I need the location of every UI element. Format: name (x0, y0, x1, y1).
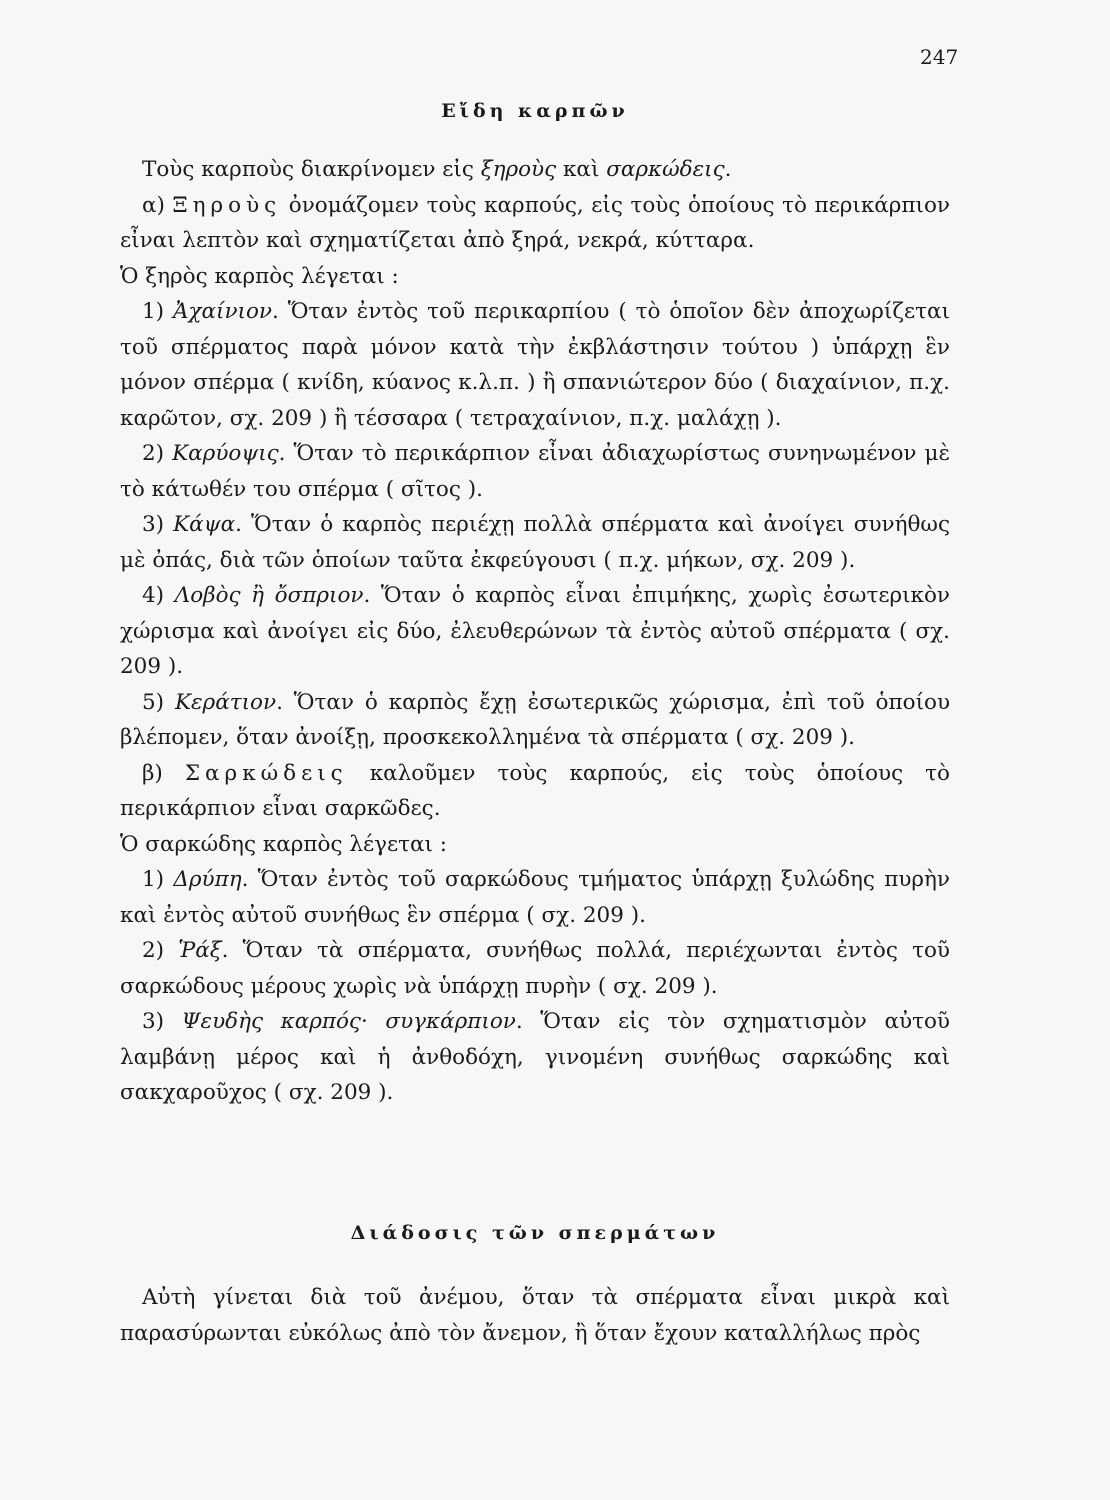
section-body-seed-dispersal (120, 1280, 950, 1351)
dry-fruit-definition: α) Ξηροὺς ὀνομάζομεν τοὺς καρπούς, εἰς τοὺς ὁποίους τὸ περικάρπιον εἶναι λεπτὸν καὶ σχηματίζεται ἀπὸ ξηρά, νεκρά, κύτταρα. (120, 192, 950, 253)
page-number: 247 (920, 45, 959, 69)
dispersal-paragraph: Αὐτὴ γίνεται διὰ τοῦ ἀνέμου, ὅταν τὰ σπέρματα εἶναι μικρὰ καὶ παρασύρωνται εὐκόλως ἀπὸ τὸν ἄνεμον, ἢ ὅταν ἔχουν καταλλήλως πρὸς (120, 1285, 950, 1346)
fleshy-item-3: 3) Ψευδὴς καρπός· συγκάρπιον. Ὅταν εἰς τὸν σχηματισμὸν αὐτοῦ λαμβάνῃ μέρος καὶ ἡ ἀνθοδόχη, γινομένη συνήθως σαρκώδης καὶ σακχαροῦχος ( σχ. 209 ). (120, 1009, 950, 1105)
fleshy-item-1: 1) Δρύπη. Ὅταν ἐντὸς τοῦ σαρκώδους τμήματος ὑπάρχῃ ξυλώδης πυρὴν καὶ ἐντὸς αὐτοῦ συνήθως ἓν σπέρμα ( σχ. 209 ). (120, 867, 950, 928)
intro-paragraph: Τοὺς καρποὺς διακρίνομεν εἰς ξηροὺς καὶ σαρκώδεις. (142, 157, 732, 182)
dry-item-4: 4) Λοβὸς ἢ ὄσπριον. Ὅταν ὁ καρπὸς εἶναι ἐπιμήκης, χωρὶς ἐσωτερικὸν χώρισμα καὶ ἀνοίγει εἰς δύο, ἐλευθερώνων τὰ ἐντὸς αὐτοῦ σπέρματα ( σχ. 209 ). (120, 583, 951, 679)
dry-item-1: 1) Ἀχαίνιον. Ὅταν ἐντὸς τοῦ περικαρπίου ( τὸ ὁποῖον δὲν ἀποχωρίζεται τοῦ σπέρματος παρὰ μόνον κατὰ τὴν ἐκβλάστησιν τούτου ) ὑπάρχῃ ἓν μόνον σπέρμα ( κνίδη, κύανος κ.λ.π. ) ἢ σπανιώτερον δύο ( διαχαίνιον, π.χ. καρῶτον, σχ. 209 ) ἢ τέσσαρα ( τετραχαίνιον, π.χ. μαλάχῃ ). (120, 299, 950, 431)
section-body-fruit-types (120, 152, 950, 1111)
dry-fruit-intro: Ὁ ξηρὸς καρπὸς λέγεται : (120, 263, 399, 289)
fleshy-fruit-intro: Ὁ σαρκώδης καρπὸς λέγεται : (120, 831, 448, 857)
section-heading-seed-dispersal: Διάδοσις τῶν σπερμάτων (350, 1222, 720, 1244)
fleshy-item-2: 2) Ῥάξ. Ὅταν τὰ σπέρματα, συνήθως πολλά, περιέχωνται ἐντὸς τοῦ σαρκώδους μέρους χωρὶς νὰ ὑπάρχῃ πυρὴν ( σχ. 209 ). (120, 938, 950, 999)
dry-item-5: 5) Κεράτιον. Ὅταν ὁ καρπὸς ἔχῃ ἐσωτερικῶς χώρισμα, ἐπὶ τοῦ ὁποίου βλέπομεν, ὅταν ἀνοίξῃ, προσκεκολλημένα τὰ σπέρματα ( σχ. 209 ). (120, 689, 951, 750)
dry-item-2: 2) Καρύοψις. Ὅταν τὸ περικάρπιον εἶναι ἀδιαχωρίστως συνηνωμένον μὲ τὸ κάτωθέν του σπέρμα ( σῖτος ). (120, 441, 950, 502)
section-heading-fruit-types: Εἴδη καρπῶν (441, 100, 629, 122)
dry-item-3: 3) Κάψα. Ὅταν ὁ καρπὸς περιέχῃ πολλὰ σπέρματα καὶ ἀνοίγει συνήθως μὲ ὀπάς, διὰ τῶν ὁποίων ταῦτα ἐκφεύγουσι ( π.χ. μήκων, σχ. 209 ). (120, 512, 950, 573)
fleshy-fruit-definition: β) Σαρκώδεις καλοῦμεν τοὺς καρπούς, εἰς τοὺς ὁποίους τὸ περικάρπιον εἶναι σαρκῶδες. (120, 760, 950, 821)
